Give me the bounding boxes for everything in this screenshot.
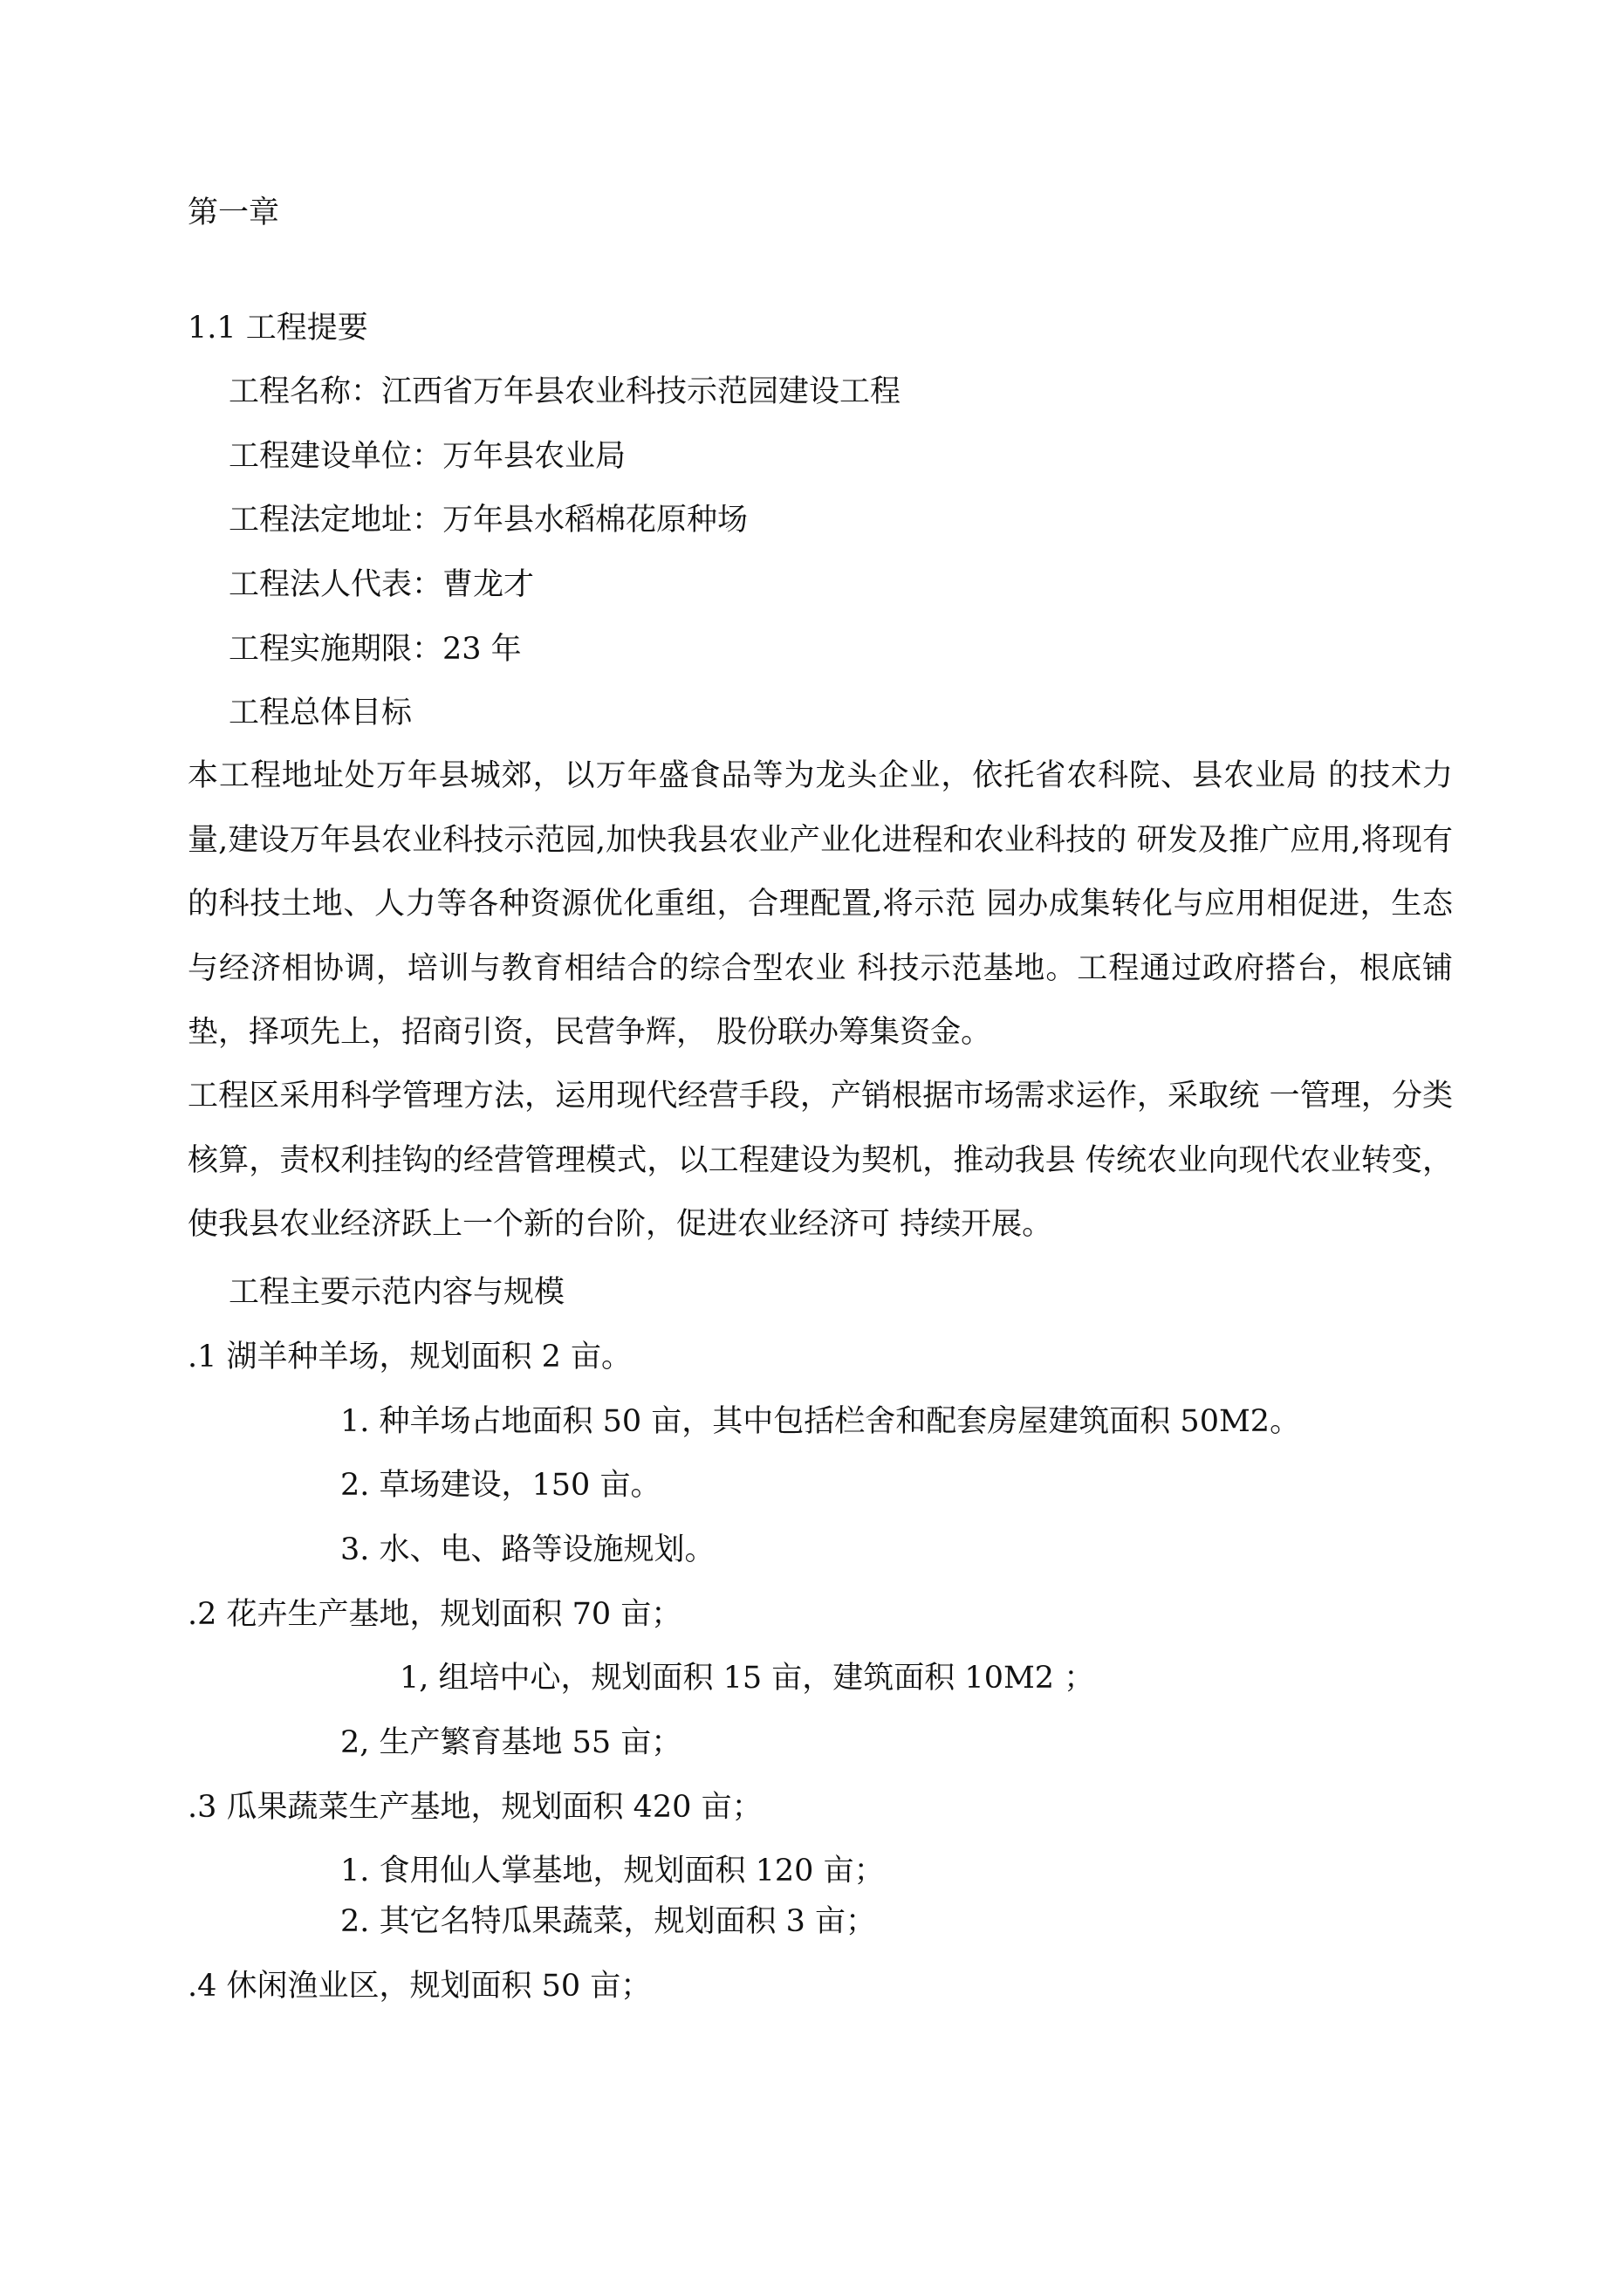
item-3-vegetable-base: .3 瓜果蔬菜生产基地，规划面积 420 亩； [188, 1790, 763, 1825]
goal-paragraph-2: 工程区采用科学管理方法，运用现代经营手段，产销根据市场需求运作，采取统 一管理，分类核算，责权利挂钩的经营管理模式，以工程建设为契机，推动我县 传统农业向现代农业转变，使我县农业经济跃上一个新的台阶，促进农业经济可 持续开展。 [188, 1079, 1453, 1242]
item-2-1: 1, 组培中心，规划面积 15 亩，建筑面积 10M2 ； [400, 1661, 1095, 1696]
overall-goal-heading: 工程总体目标 [229, 696, 413, 730]
legal-representative: 工程法人代表：曹龙才 [229, 567, 535, 602]
item-2-flower-base: .2 花卉生产基地，规划面积 70 亩； [188, 1597, 682, 1632]
item-1-sheep-farm: .1 湖羊种羊场，规划面积 2 亩。 [188, 1340, 633, 1374]
demo-content-heading: 工程主要示范内容与规模 [229, 1275, 565, 1310]
construction-unit: 工程建设单位：万年县农业局 [229, 439, 627, 474]
item-3-1: 1. 食用仙人掌基地，规划面积 120 亩； [340, 1854, 885, 1888]
item-1-2: 2. 草场建设，150 亩。 [340, 1468, 661, 1503]
goal-paragraph-1: 本工程地址处万年县城郊，以万年盛食品等为龙头企业，依托省农科院、县农业局 的技术力量,建设万年县农业科技示范园,加快我县农业产业化进程和农业科技的 研发及推广应用,将现有的科技土地、人力等各种资源优化重组，合理配置,将示范 园办成集转化与应用相促进，生态与经济相协调，培训与教育相结合的综合型农业 科技示范基地。工程通过政府搭台，根底铺垫，择项先上，招商引资，民营争辉， 股份联办筹集资金。 [188, 758, 1453, 1050]
item-4-fishery: .4 休闲渔业区，规划面积 50 亩； [188, 1969, 652, 2004]
item-1-3: 3. 水、电、路等设施规划。 [340, 1532, 716, 1567]
item-3-2: 2. 其它名特瓜果蔬菜，规划面积 3 亩； [340, 1904, 877, 1939]
item-1-1: 1. 种羊场占地面积 50 亩，其中包括栏舍和配套房屋建筑面积 50M2。 [340, 1404, 1301, 1439]
legal-address: 工程法定地址：万年县水稻棉花原种场 [229, 503, 749, 538]
section-title: 1.1 工程提要 [188, 311, 368, 346]
item-2-2: 2, 生产繁育基地 55 亩； [340, 1725, 682, 1760]
chapter-heading: 第一章 [188, 195, 280, 230]
implementation-period: 工程实施期限：23 年 [229, 632, 522, 667]
project-name: 工程名称：江西省万年县农业科技示范园建设工程 [229, 374, 901, 409]
